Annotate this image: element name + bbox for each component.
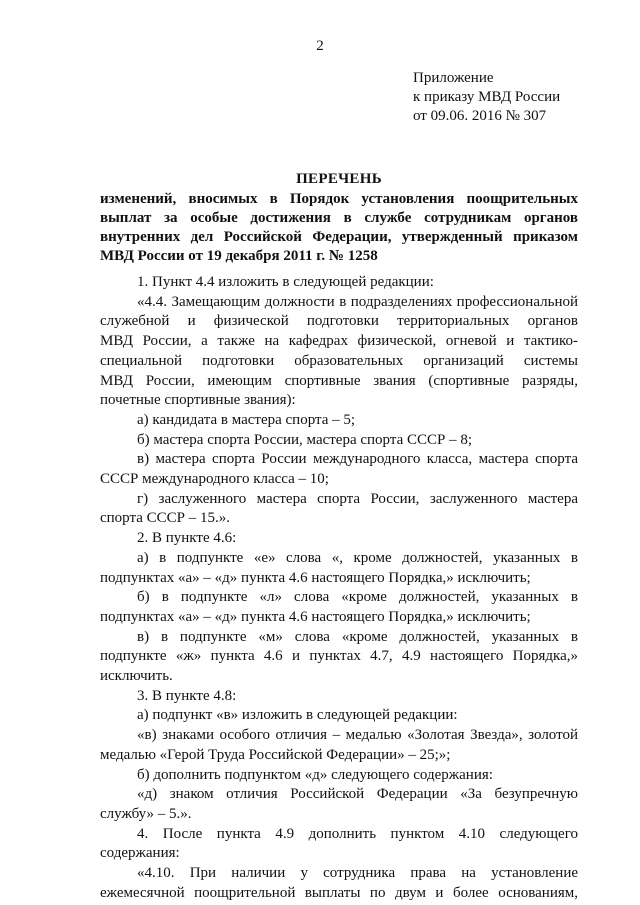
body-line: подпунктах «а» – «д» пункта 4.6 настоящего Порядка,» исключить; bbox=[100, 608, 531, 625]
body-line: службу» – 5.». bbox=[100, 805, 192, 822]
body-line: подпунктах «а» – «д» пункта 4.6 настоящего Порядка,» исключить; bbox=[100, 569, 531, 586]
subtitle-line: внутренних дел Российской Федерации, утвержденный приказом bbox=[100, 229, 578, 245]
body-line: специальной подготовки образовательных организаций системы bbox=[100, 352, 578, 369]
body-line: в) мастера спорта России международного класса, мастера спорта bbox=[137, 451, 578, 468]
body-line: МВД России, имеющим спортивные звания (спортивные разряды, bbox=[100, 372, 578, 389]
body-line: 3. В пункте 4.8: bbox=[137, 687, 237, 704]
body-line: б) в подпункте «л» слова «кроме должностей, указанных в bbox=[137, 589, 578, 606]
body-line: а) в подпункте «е» слова «, кроме должностей, указанных в bbox=[137, 549, 578, 566]
page-number: 2 bbox=[316, 38, 324, 54]
body-line: спорта СССР – 15.». bbox=[100, 510, 230, 527]
appendix-line: к приказу МВД России bbox=[413, 89, 561, 105]
body-line: подпункте «ж» пункта 4.6 и пунктах 4.7, 4.9 настоящего Порядка,» bbox=[100, 648, 578, 665]
body-line: б) дополнить подпунктом «д» следующего содержания: bbox=[137, 766, 493, 783]
appendix-line: от 09.06. 2016 № 307 bbox=[413, 108, 547, 124]
body-line: б) мастера спорта России, мастера спорта СССР – 8; bbox=[137, 431, 473, 448]
appendix-block bbox=[413, 69, 560, 126]
document-subtitle bbox=[100, 190, 578, 266]
body-line: а) подпункт «в» изложить в следующей редакции: bbox=[137, 707, 458, 724]
body-line: 4. После пункта 4.9 дополнить пунктом 4.10 следующего bbox=[137, 825, 578, 842]
subtitle-line: выплат за особые достижения в службе сотрудникам органов bbox=[100, 210, 578, 226]
document-body bbox=[100, 273, 578, 904]
body-line: служебной и физической подготовки территориальных органов bbox=[100, 313, 578, 330]
body-line: медалью «Герой Труда Российской Федерации» – 25;»; bbox=[100, 746, 451, 763]
body-line: «4.4. Замещающим должности в подразделениях профессиональной bbox=[137, 293, 578, 310]
body-line: ежемесячной поощрительной выплаты по двум и более основаниям, bbox=[100, 884, 578, 901]
body-line: «в) знаками особого отличия – медалью «Золотая Звезда», золотой bbox=[137, 727, 578, 744]
body-line: 1. Пункт 4.4 изложить в следующей редакции: bbox=[137, 274, 434, 290]
body-line: СССР международного класса – 10; bbox=[100, 471, 329, 488]
body-line: а) кандидата в мастера спорта – 5; bbox=[137, 411, 356, 428]
body-line: исключить. bbox=[100, 668, 173, 685]
body-line: «д) знаком отличия Российской Федерации «За безупречную bbox=[137, 786, 578, 803]
subtitle-line: изменений, вносимых в Порядок установления поощрительных bbox=[100, 191, 578, 207]
body-line: содержания: bbox=[100, 845, 180, 862]
body-line: «4.10. При наличии у сотрудника права на установление bbox=[137, 865, 578, 882]
appendix-line: Приложение bbox=[413, 70, 494, 86]
body-line: 2. В пункте 4.6: bbox=[137, 530, 237, 547]
body-line: МВД России, а также на кафедрах физической, огневой и тактико- bbox=[100, 333, 578, 350]
subtitle-line: МВД России от 19 декабря 2011 г. № 1258 bbox=[100, 248, 378, 264]
body-line: почетные спортивные звания): bbox=[100, 392, 296, 409]
document-title: ПЕРЕЧЕНЬ bbox=[296, 171, 382, 187]
body-line: в) в подпункте «м» слова «кроме должностей, указанных в bbox=[137, 628, 578, 645]
body-line: г) заслуженного мастера спорта России, заслуженного мастера bbox=[137, 490, 578, 507]
